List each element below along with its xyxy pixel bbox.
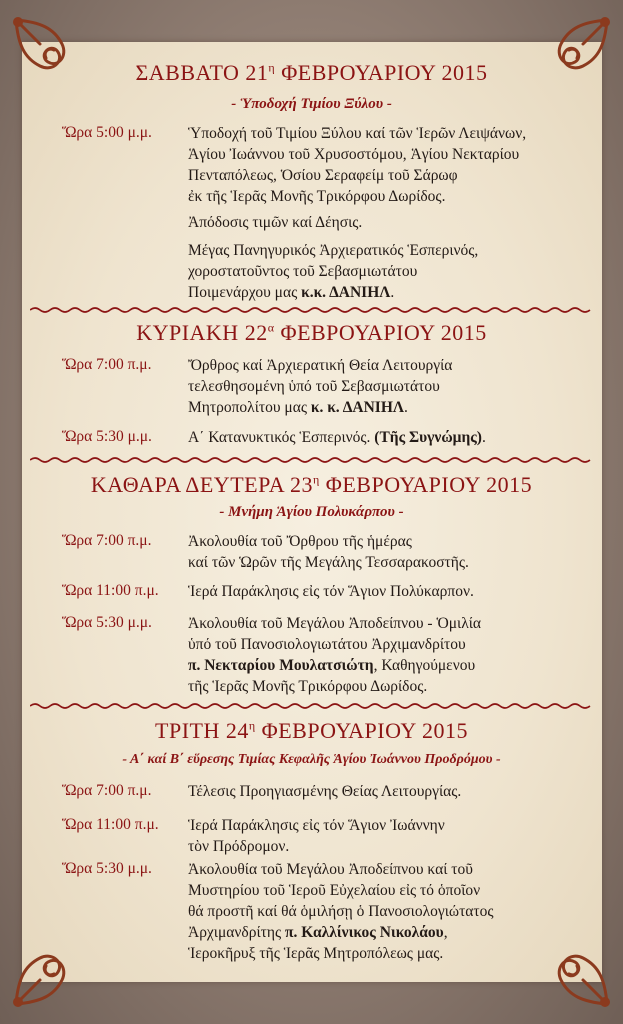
event-text: Ἀκολουθία τοῦ Μεγάλου Ἀποδείπνου - Ὁμιλία ὑπό τοῦ Πανοσιολογιωτάτου Ἀρχιμανδρίτου π. Νεκταρίου Μουλατσιώτη, Καθηγούμενου τῆς Ἱερᾶς Μονῆς Τρικόρφου Δωρίδος. [188, 615, 482, 695]
corner-ornament-icon [10, 928, 92, 1010]
wavy-divider [30, 456, 593, 464]
event-time: Ὥρα 5:30 μ.μ. [62, 428, 152, 445]
event-text: Ἀκολουθία τοῦ Ὄρθρου τῆς ἡμέρας καί τῶν Ὡρῶν τῆς Μεγάλης Τεσσαρακοστῆς. [188, 533, 469, 571]
day-title: ΤΡΙΤΗ $24^\eta$ ΦΕΒΡΟΥΑΡΙΟΥ 2015 [155, 718, 468, 743]
day-subtitle: - Μνήμη Ἁγίου Πολυκάρπου - [219, 504, 404, 520]
event-time: Ὥρα 5:30 μ.μ. [62, 614, 152, 631]
event-time: Ὥρα 11:00 π.μ. [62, 582, 159, 599]
wavy-divider [30, 702, 593, 710]
event-text: Ὑποδοχή τοῦ Τιμίου Ξύλου καί τῶν Ἱερῶν Λειψάνων, Ἁγίου Ἰωάννου τοῦ Χρυσοστόμου, Ἁγίου Νεκταρίου Πενταπόλεως, Ὁσίου Σεραφείμ τοῦ Σάρωφ ἐκ τῆς Ἱερᾶς Μονῆς Τρικόρφου Δωρίδος. [188, 125, 527, 205]
day-title: ΚΑΘΑΡΑ ΔΕΥΤΕΡΑ $23^\eta$ ΦΕΒΡΟΥΑΡΙΟΥ 2015 [90, 472, 533, 497]
day-title: ΚΥΡΙΑΚΗ $22^\alpha$ ΦΕΒΡΟΥΑΡΙΟΥ 2015 [136, 320, 487, 345]
event-time: Ὥρα 7:00 π.μ. [62, 356, 152, 373]
event-time: Ὥρα 7:00 π.μ. [62, 782, 152, 799]
event-text: Μέγας Πανηγυρικός Ἀρχιερατικός Ἑσπερινός, χοροστατοῦντος τοῦ Σεβασμιωτάτου Ποιμενάρχου μας κ.κ. ΔΑΝΙΗΛ. [188, 242, 479, 301]
event-text: Ὄρθρος καί Ἀρχιερατική Θεία Λειτουργία τελεσθησομένη ὑπό τοῦ Σεβασμιωτάτου Μητροπολίτου μας κ. κ. ΔΑΝΙΗΛ. [188, 357, 453, 416]
event-text: Ἀκολουθία τοῦ Μεγάλου Ἀποδείπνου καί τοῦ Μυστηρίου τοῦ Ἱεροῦ Εὐχελαίου εἰς τό ὁποῖον θά προστῆ καί θά ὁμιλήσῃ ὁ Πανοσιολογιώτατος Ἀρχιμανδρίτης π. Καλλίνικος Νικολάου, Ἱεροκῆρυξ τῆς Ἱερᾶς Μητροπόλεως μας. [188, 861, 494, 962]
day-title: ΣΑΒΒΑΤΟ $21^\eta$ ΦΕΒΡΟΥΑΡΙΟΥ 2015 [135, 60, 488, 85]
event-text: Α΄ Κατανυκτικός Ἑσπερινός. (Τῆς Συγνώμης). [188, 429, 486, 446]
event-text: Ἱερά Παράκλησις εἰς τόν Ἅγιον Πολύκαρπον. [188, 583, 474, 600]
event-time: Ὥρα 11:00 π.μ. [62, 816, 159, 833]
corner-ornament-icon [531, 928, 613, 1010]
day-subtitle: - Α΄ καί Β΄ εὕρεσης Τιμίας Κεφαλῆς Ἁγίου Ἰωάννου Προδρόμου - [122, 752, 501, 767]
event-time: Ὥρα 5:00 μ.μ. [62, 124, 152, 141]
day-subtitle: - Ὑποδοχή Τιμίου Ξύλου - [231, 96, 392, 112]
event-text: Ἀπόδοσις τιμῶν καί Δέησις. [188, 214, 363, 231]
event-time: Ὥρα 7:00 π.μ. [62, 532, 152, 549]
event-text: Τέλεσις Προηγιασμένης Θείας Λειτουργίας. [188, 783, 462, 800]
event-time: Ὥρα 5:30 μ.μ. [62, 860, 152, 877]
wavy-divider [30, 306, 593, 314]
event-text: Ἱερά Παράκλησις εἰς τόν Ἅγιον Ἰωάννην τὸν Πρόδρομον. [188, 817, 445, 855]
